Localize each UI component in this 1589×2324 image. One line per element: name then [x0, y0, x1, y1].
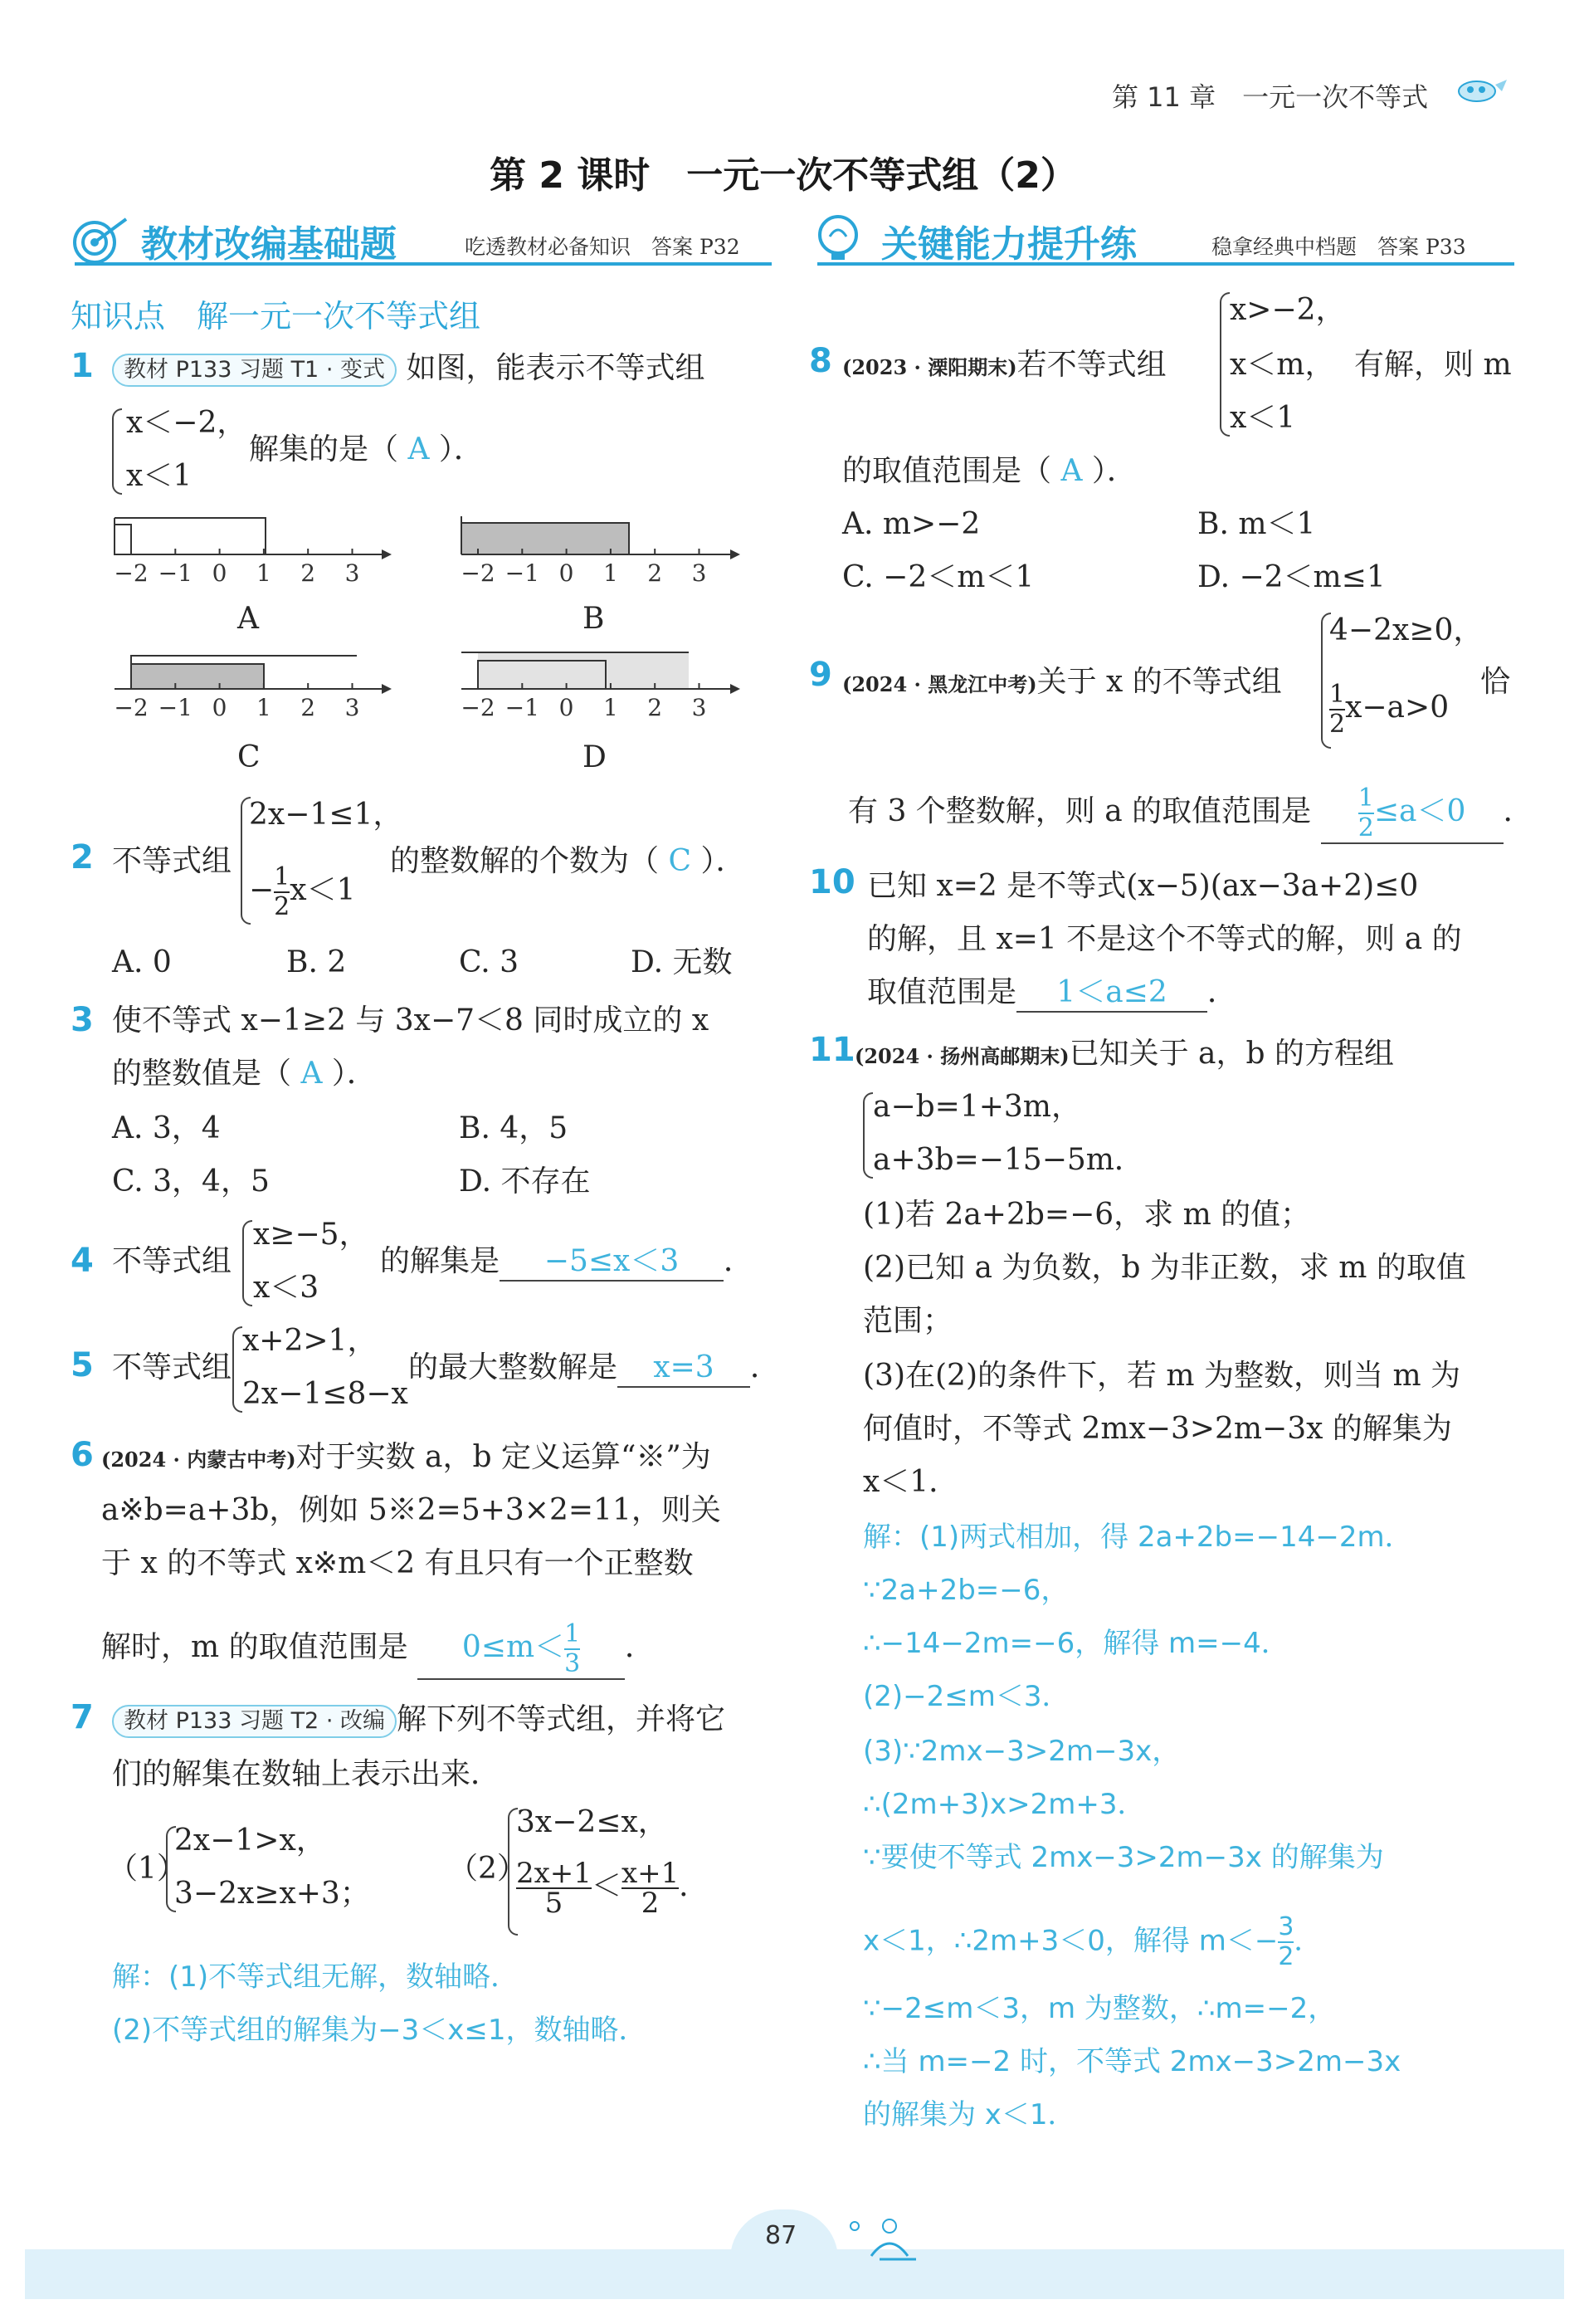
q8-answer: A: [1060, 454, 1083, 488]
q11-brace: [863, 1092, 873, 1179]
q10-number: 10: [809, 863, 855, 901]
section-rule-right: [817, 262, 1514, 266]
q11-solution-7: ∵要使不等式 2mx−3>2m−3x 的解集为: [863, 1841, 1384, 1874]
q4-number: 4: [71, 1242, 94, 1280]
q6-line3: 于 x 的不等式 x※m＜2 有且只有一个正整数: [101, 1546, 694, 1580]
numberline-A: [115, 518, 392, 559]
q1-sys2: x＜1: [126, 459, 193, 493]
knowledge-point: 知识点 解一元一次不等式组: [71, 298, 481, 334]
q11-part2b: 范围；: [863, 1304, 953, 1338]
q1-tail: 解集的是（ A ）．: [249, 432, 484, 466]
q1-number-lines: [100, 498, 772, 780]
q6-number: 6: [71, 1436, 94, 1474]
q7-tag: 教材 P133 习题 T2 · 改编: [112, 1705, 397, 1738]
q9-tail: 恰: [1480, 665, 1511, 699]
tick-label: 3: [344, 694, 360, 721]
q3-option-D: D. 不存在: [459, 1164, 591, 1199]
q11-part3a: (3)在(2)的条件下，若 m 为整数，则当 m 为: [863, 1359, 1461, 1393]
q2-answer: C: [668, 844, 692, 878]
q10-answer: 1＜a≤2: [1016, 974, 1207, 1013]
q1-label-B: B: [582, 602, 605, 636]
q1-brace: [112, 408, 122, 495]
q10-line2: 的解，且 x=1 不是这个不等式的解，则 a 的: [867, 922, 1462, 956]
q3-line2: 的整数值是（ A ）．: [112, 1057, 377, 1091]
tick-label: 0: [212, 694, 227, 721]
q2-option-B: B. 2: [286, 945, 347, 979]
q1-tag: 教材 P133 习题 T1 · 变式: [112, 354, 397, 387]
q6-line4: 解时，m 的取值范围是 0≤m＜ $\frac{1}{3}$ ．: [101, 1619, 656, 1678]
q11-stem: (2024 · 扬州高邮期末)已知关于 a，b 的方程组: [855, 1037, 1394, 1071]
q7-solution-2: (2)不等式组的解集为−3＜x≤1，数轴略．: [112, 2014, 647, 2047]
target-icon: [66, 214, 133, 264]
tick-label: −1: [158, 559, 193, 587]
q11-part1: (1)若 2a+2b=−6，求 m 的值；: [863, 1198, 1311, 1232]
q3-answer: A: [300, 1057, 323, 1091]
q11-solution-8: x＜1，∴2m+3＜0，解得 m＜− $\frac{3}{2}$ ．: [863, 1912, 1323, 1971]
q5-sys1: x+2>1，: [242, 1324, 378, 1358]
section-title-left: 教材改编基础题: [141, 223, 397, 266]
q2-option-C: C. 3: [459, 945, 519, 979]
tick-label: 2: [647, 694, 663, 721]
lightbulb-icon: [813, 212, 871, 265]
q1-sys1: x＜−2，: [126, 406, 247, 440]
tick-label: −2: [461, 559, 495, 587]
q8-sys1: x>−2，: [1230, 293, 1346, 327]
q11-solution-2: ∵2a+2b=−6，: [863, 1574, 1070, 1607]
q2-tail: 的整数解的个数为（ C ）．: [390, 844, 746, 878]
q11-number: 11: [809, 1031, 855, 1069]
q6-line2: a※b=a+3b，例如 5※2=5+3×2=11，则关: [101, 1493, 721, 1527]
q2-sys2: − $\frac{1}{2}$ x＜1: [249, 862, 356, 921]
q8-number: 8: [809, 342, 832, 380]
q6-answer: 0≤m＜ $\frac{1}{3}$: [417, 1620, 625, 1680]
q9-line2: 有 3 个整数解，则 a 的取值范围是 $\frac{1}{2}$ ≤a＜0 ．: [848, 784, 1533, 842]
q3-option-B: B. 4，5: [459, 1111, 568, 1145]
q11-part3b: 何值时，不等式 2mx−3>2m−3x 的解集为: [863, 1412, 1452, 1446]
q11-solution-11: 的解集为 x＜1．: [863, 2098, 1076, 2131]
q11-sys1: a−b=1+3m，: [873, 1090, 1081, 1124]
q11-solution-10: ∴当 m=−2 时，不等式 2mx−3>2m−3x: [863, 2045, 1401, 2078]
section-rule-left: [75, 262, 772, 266]
q9-sys1: 4−2x≥0，: [1329, 613, 1484, 647]
reader-figure-icon: [846, 2214, 921, 2264]
q4-stem: 不等式组: [112, 1244, 232, 1278]
q3-line1: 使不等式 x−1≥2 与 3x−7＜8 同时成立的 x: [112, 1003, 709, 1038]
tick-label: 1: [602, 694, 618, 721]
tick-label: 0: [558, 559, 574, 587]
q11-part2a: (2)已知 a 为负数，b 为非正数，求 m 的取值: [863, 1251, 1466, 1285]
q11-solution-3: ∴−14−2m=−6，解得 m=−4．: [863, 1627, 1289, 1660]
q1-number: 1: [71, 347, 94, 385]
q2-number: 2: [71, 838, 94, 876]
tick-label: 0: [212, 559, 227, 587]
section-title-right: 关键能力提升练: [881, 223, 1137, 266]
tick-label: 1: [256, 559, 271, 587]
page-title: 第 2 课时 一元一次不等式组（2）: [490, 154, 1077, 197]
q11-sys2: a+3b=−15−5m．: [873, 1143, 1144, 1177]
q9-sys2: $\frac{1}{2}$ x−a>0: [1329, 680, 1450, 739]
tick-label: 3: [691, 559, 707, 587]
q3-number: 3: [71, 1001, 94, 1039]
numberline-C: [115, 656, 392, 694]
page-number: 87: [765, 2221, 797, 2250]
q5-brace: [232, 1326, 242, 1413]
q4-tail: 的解集是 −5≤x＜3 ．: [380, 1243, 753, 1282]
q11-solution-1: 解：(1)两式相加，得 2a+2b=−14−2m．: [863, 1521, 1413, 1554]
tick-label: 0: [558, 694, 574, 721]
cloud-logo-icon: [1452, 73, 1510, 106]
tick-label: 1: [256, 694, 271, 721]
q8-sys3: x＜1: [1230, 401, 1296, 435]
q8-option-B: B. m＜1: [1197, 507, 1316, 541]
q8-line2: 的取值范围是（ A ）．: [842, 454, 1137, 488]
q8-option-A: A. m>−2: [842, 507, 981, 541]
tick-label: 2: [300, 559, 316, 587]
tick-label: −1: [504, 559, 539, 587]
q8-option-D: D. −2＜m≤1: [1197, 560, 1386, 594]
tick-label: 2: [647, 559, 663, 587]
q1-stem-line: 教材 P133 习题 T1 · 变式 如图，能表示不等式组: [112, 350, 704, 387]
q1-label-D: D: [582, 740, 607, 774]
q7-p2-b: $\frac{2x+1}{5}$ ＜ $\frac{x+1}{2}$ ．: [516, 1857, 709, 1920]
tick-label: −1: [504, 694, 539, 721]
q10-line1: 已知 x=2 是不等式(x−5)(ax−3a+2)≤0: [867, 869, 1419, 903]
q1-answer: A: [407, 432, 430, 466]
q9-stem: (2024 · 黑龙江中考)关于 x 的不等式组: [842, 665, 1282, 699]
q9-answer: $\frac{1}{2}$ ≤a＜0: [1321, 784, 1504, 844]
q11-solution-6: ∴(2m+3)x>2m+3．: [863, 1788, 1146, 1821]
q5-number: 5: [71, 1346, 94, 1384]
tick-label: −2: [114, 694, 149, 721]
q2-option-A: A. 0: [112, 945, 172, 979]
q8-sys2: x＜m，: [1230, 348, 1335, 382]
q7-line1: 教材 P133 习题 T2 · 改编 解下列不等式组，并将它: [112, 1702, 725, 1738]
q1-label-C: C: [237, 740, 261, 774]
q7-p1-b: 3−2x≥x+3；: [174, 1877, 370, 1911]
tick-label: 3: [691, 694, 707, 721]
q7-line2: 们的解集在数轴上表示出来．: [112, 1757, 501, 1791]
q7-p2-label: （2）: [448, 1852, 527, 1886]
tick-label: −1: [158, 694, 193, 721]
tick-label: 3: [344, 559, 360, 587]
q6-line1: (2024 · 内蒙古中考)对于实数 a，b 定义运算“※”为: [101, 1440, 711, 1474]
q5-sys2: 2x−1≤8−x: [242, 1377, 408, 1411]
section-subtitle-left: 吃透教材必备知识 答案 P32: [465, 235, 740, 259]
q11-solution-4: (2)−2≤m＜3．: [863, 1680, 1070, 1713]
chapter-header: 第 11 章 一元一次不等式: [1112, 81, 1429, 113]
q2-sys1: 2x−1≤1，: [249, 798, 403, 832]
q11-part3c: x＜1．: [863, 1465, 959, 1499]
tick-label: 1: [602, 559, 618, 587]
q4-sys1: x≥−5，: [253, 1218, 369, 1252]
q5-stem: 不等式组: [112, 1350, 232, 1384]
q10-line3: 取值范围是 1＜a≤2 ．: [867, 974, 1237, 1013]
tick-label: −2: [461, 694, 495, 721]
q7-p2-a: 3x−2≤x，: [516, 1805, 668, 1839]
q1-label-A: A: [237, 602, 259, 636]
q4-answer: −5≤x＜3: [500, 1243, 724, 1282]
q3-option-A: A. 3，4: [112, 1111, 221, 1145]
q11-solution-5: (3)∵2mx−3>2m−3x，: [863, 1735, 1181, 1768]
q11-solution-9: ∵−2≤m＜3，m 为整数，∴m=−2，: [863, 1992, 1337, 2025]
q7-number: 7: [71, 1698, 94, 1736]
q7-solution-1: 解：(1)不等式组无解，数轴略．: [112, 1960, 519, 1994]
q2-option-D: D. 无数: [631, 945, 733, 979]
q2-stem: 不等式组: [112, 844, 232, 878]
q5-answer: x=3: [617, 1350, 750, 1388]
q4-sys2: x＜3: [253, 1271, 319, 1305]
q5-tail: 的最大整数解是 x=3 ．: [408, 1350, 780, 1388]
q4-brace: [242, 1220, 252, 1306]
q8-option-C: C. −2＜m＜1: [842, 560, 1035, 594]
q8-tail: 有解，则 m: [1354, 348, 1512, 382]
q8-brace: [1220, 292, 1230, 437]
q8-stem: (2023 · 溧阳期末)若不等式组: [842, 348, 1167, 382]
section-subtitle-right: 稳拿经典中档题 答案 P33: [1211, 235, 1466, 259]
q7-p1-label: （1）: [108, 1852, 187, 1886]
tick-label: 2: [300, 694, 316, 721]
q9-number: 9: [809, 656, 832, 694]
tick-label: −2: [114, 559, 149, 587]
q3-option-C: C. 3，4，5: [112, 1164, 270, 1199]
q7-p1-a: 2x−1>x，: [174, 1824, 326, 1858]
